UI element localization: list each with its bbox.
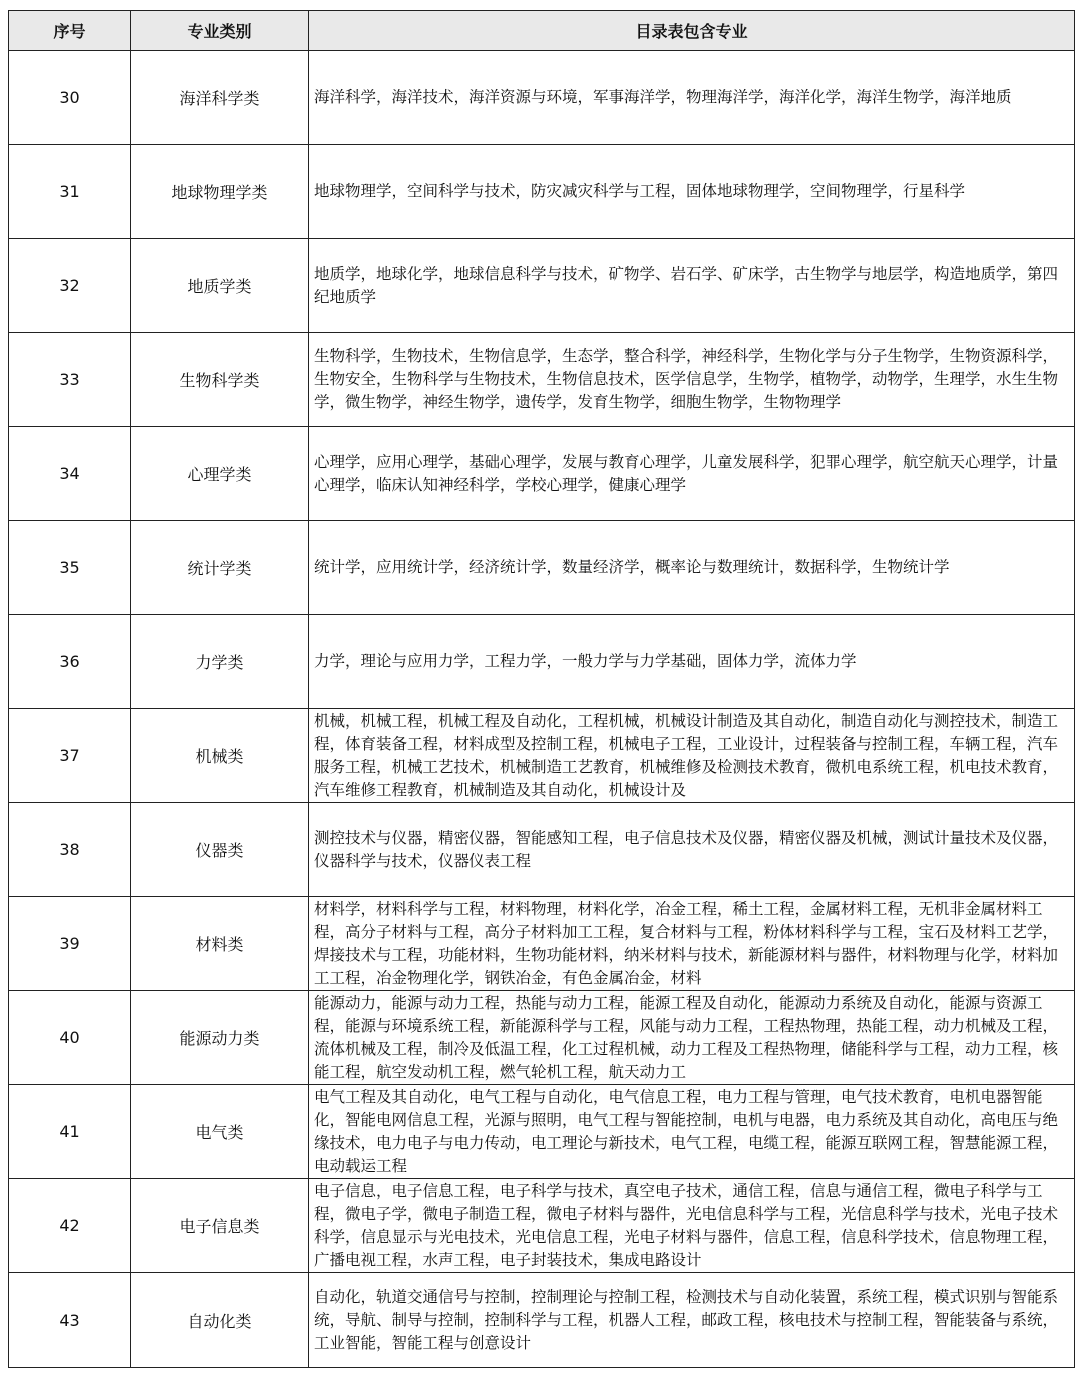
- row-majors-cell: [309, 239, 1075, 333]
- table-row: [9, 1273, 1075, 1368]
- row-index: 32: [9, 239, 131, 333]
- row-index: 36: [9, 615, 131, 709]
- row-index: 41: [9, 1085, 131, 1179]
- row-index: 34: [9, 427, 131, 521]
- row-category: 地质学类: [131, 239, 309, 333]
- row-majors: 地球物理学，空间科学与技术，防灾减灾科学与工程，固体地球物理学，空间物理学，行星科学: [314, 182, 966, 200]
- table-row: [9, 1085, 1075, 1179]
- row-majors: 电气工程及其自动化，电气工程与自动化，电气信息工程，电力工程与管理，电气技术教育，电机电器智能化，智能电网信息工程，光源与照明，电气工程与智能控制，电机与电器，电力系统及其自动化，高电压与绝缘技术，电力电子与电力传动，电工理论与新技术，电气工程，电缆工程，能源互联网工程，智慧能源工程，电动载运工程: [314, 1087, 1059, 1175]
- row-majors: 心理学，应用心理学，基础心理学，发展与教育心理学，儿童发展科学，犯罪心理学，航空航天心理学，计量心理学，临床认知神经科学，学校心理学，健康心理学: [314, 452, 1059, 494]
- row-category: 能源动力类: [131, 991, 309, 1085]
- row-majors-cell: [309, 615, 1075, 709]
- row-majors: 生物科学，生物技术，生物信息学，生态学，整合科学，神经科学，生物化学与分子生物学，生物资源科学，生物安全，生物科学与生物技术，生物信息技术，医学信息学，生物学，植物学，动物学，生理学，水生生物学，微生物学，神经生物学，遗传学，发育生物学，细胞生物学，生物物理学: [314, 347, 1059, 411]
- row-index: 42: [9, 1179, 131, 1273]
- row-majors-cell: [309, 333, 1075, 427]
- header-category: 专业类别: [131, 11, 309, 51]
- row-category: 电子信息类: [131, 1179, 309, 1273]
- row-index: 39: [9, 897, 131, 991]
- table-row: [9, 145, 1075, 239]
- row-index: 38: [9, 803, 131, 897]
- row-category: 心理学类: [131, 427, 309, 521]
- row-index: 33: [9, 333, 131, 427]
- row-category: 机械类: [131, 709, 309, 803]
- row-majors: 自动化，轨道交通信号与控制，控制理论与控制工程，检测技术与自动化装置，系统工程，模式识别与智能系统，导航、制导与控制，控制科学与工程，机器人工程，邮政工程，核电技术与控制工程，智能装备与系统，工业智能，智能工程与创意设计: [314, 1287, 1059, 1352]
- table-row: [9, 521, 1075, 615]
- row-category: 自动化类: [131, 1273, 309, 1368]
- row-index: 31: [9, 145, 131, 239]
- row-majors: 电子信息，电子信息工程，电子科学与技术，真空电子技术，通信工程，信息与通信工程，微电子科学与工程，微电子学，微电子制造工程，微电子材料与器件，光电信息科学与工程，光信息科学与技术，光电子技术科学，信息显示与光电技术，光电信息工程，光电子材料与器件，信息工程，信息科学技术，信息物理工程，广播电视工程，水声工程，电子封装技术，集成电路设计: [314, 1181, 1059, 1269]
- table-row: [9, 427, 1075, 521]
- row-index: 43: [9, 1273, 131, 1368]
- row-index: 30: [9, 51, 131, 145]
- header-majors: 目录表包含专业: [309, 11, 1075, 51]
- table-row: [9, 1179, 1075, 1273]
- row-majors-cell: [309, 51, 1075, 145]
- row-majors-cell: [309, 803, 1075, 897]
- row-majors-cell: [309, 709, 1075, 803]
- table-row: [9, 615, 1075, 709]
- row-category: 材料类: [131, 897, 309, 991]
- row-category: 力学类: [131, 615, 309, 709]
- table-row: [9, 239, 1075, 333]
- majors-table: [8, 10, 1075, 1368]
- header-row: [9, 11, 1075, 51]
- table-row: [9, 991, 1075, 1085]
- row-majors: 材料学，材料科学与工程，材料物理，材料化学，冶金工程，稀土工程，金属材料工程，无机非金属材料工程，高分子材料与工程，高分子材料加工工程，复合材料与工程，粉体材料科学与工程，宝石及材料工艺学，焊接技术与工程，功能材料，生物功能材料，纳米材料与技术，新能源材料与器件，材料物理与化学，材料加工工程，冶金物理化学，钢铁冶金，有色金属冶金，材料: [314, 899, 1059, 987]
- row-index: 37: [9, 709, 131, 803]
- table-row: [9, 897, 1075, 991]
- row-majors: 统计学，应用统计学，经济统计学，数量经济学，概率论与数理统计，数据科学，生物统计学: [314, 558, 950, 576]
- table-row: [9, 709, 1075, 803]
- table-row: [9, 803, 1075, 897]
- row-majors: 机械，机械工程，机械工程及自动化，工程机械，机械设计制造及其自动化，制造自动化与测控技术，制造工程，体育装备工程，材料成型及控制工程，机械电子工程，工业设计，过程装备与控制工程，车辆工程，汽车服务工程，机械工艺技术，机械制造工艺教育，机械维修及检测技术教育，微机电系统工程，机电技术教育，汽车维修工程教育，机械制造及其自动化，机械设计及: [314, 711, 1059, 799]
- row-index: 35: [9, 521, 131, 615]
- table-row: [9, 51, 1075, 145]
- row-category: 海洋科学类: [131, 51, 309, 145]
- row-majors: 测控技术与仪器，精密仪器，智能感知工程，电子信息技术及仪器，精密仪器及机械，测试计量技术及仪器，仪器科学与技术，仪器仪表工程: [314, 828, 1059, 870]
- row-majors-cell: [309, 897, 1075, 991]
- row-majors-cell: [309, 1179, 1075, 1273]
- row-majors-cell: [309, 1085, 1075, 1179]
- table-row: [9, 333, 1075, 427]
- row-majors-cell: [309, 145, 1075, 239]
- row-category: 仪器类: [131, 803, 309, 897]
- header-index: 序号: [9, 11, 131, 51]
- row-majors-cell: [309, 427, 1075, 521]
- row-index: 40: [9, 991, 131, 1085]
- row-category: 生物科学类: [131, 333, 309, 427]
- row-majors-cell: [309, 991, 1075, 1085]
- row-majors-cell: [309, 1273, 1075, 1368]
- row-majors: 海洋科学，海洋技术，海洋资源与环境，军事海洋学，物理海洋学，海洋化学，海洋生物学，海洋地质: [314, 88, 1012, 106]
- row-category: 地球物理学类: [131, 145, 309, 239]
- row-category: 电气类: [131, 1085, 309, 1179]
- row-majors-cell: [309, 521, 1075, 615]
- row-majors: 力学，理论与应用力学，工程力学，一般力学与力学基础，固体力学，流体力学: [314, 652, 857, 670]
- row-majors: 地质学，地球化学，地球信息科学与技术，矿物学、岩石学、矿床学，古生物学与地层学，构造地质学，第四纪地质学: [314, 264, 1059, 306]
- row-category: 统计学类: [131, 521, 309, 615]
- row-majors: 能源动力，能源与动力工程，热能与动力工程，能源工程及自动化，能源动力系统及自动化，能源与资源工程，能源与环境系统工程，新能源科学与工程，风能与动力工程，工程热物理，热能工程，动力机械及工程，流体机械及工程，制冷及低温工程，化工过程机械，动力工程及工程热物理，储能科学与工程，动力工程，核能工程，航空发动机工程，燃气轮机工程，航天动力工: [314, 993, 1059, 1081]
